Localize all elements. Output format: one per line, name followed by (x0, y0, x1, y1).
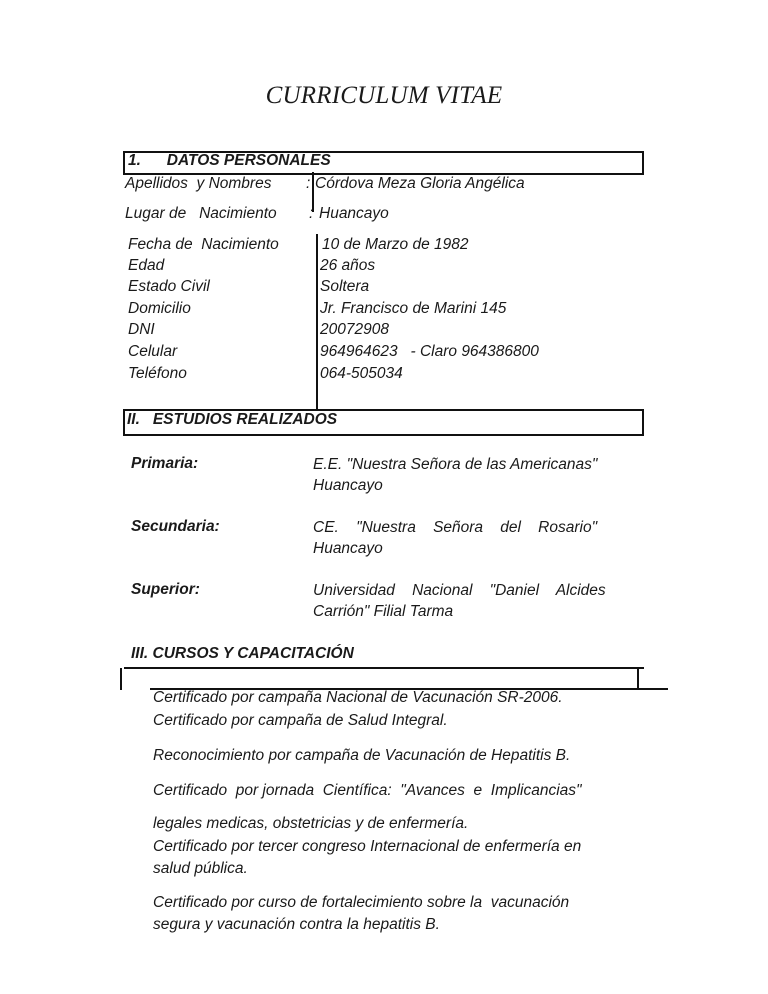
course-item: Certificado por tercer congreso Internacional de enfermería en (153, 838, 582, 855)
field-value-dni: 20072908 (320, 321, 389, 338)
field-label-cellphone: Celular (128, 343, 178, 360)
study-line: CE. "Nuestra Señora del Rosario" (313, 519, 598, 536)
section-personal-heading: 1. DATOS PERSONALES (128, 152, 331, 169)
field-sep-birthplace: : (309, 205, 314, 222)
study-line: Huancayo (313, 477, 383, 494)
study-value-higher (313, 580, 623, 622)
section-courses-heading: III. CURSOS Y CAPACITACIÓN (131, 645, 354, 662)
field-label-civil-status: Estado Civil (128, 278, 210, 295)
course-item: salud pública. (153, 860, 248, 877)
field-label-birthplace: Lugar de Nacimiento (125, 205, 277, 222)
field-value-age: 26 años (320, 257, 376, 274)
course-item: Certificado por campaña Nacional de Vacunación SR-2006. (153, 689, 563, 706)
field-value-phone: 064-505034 (320, 365, 403, 382)
divider-line (316, 234, 318, 410)
course-item: Certificado por curso de fortalecimiento sobre la vacunación (153, 894, 570, 911)
study-label-secondary: Secundaria: (131, 518, 220, 535)
field-label-dni: DNI (128, 321, 155, 338)
course-item: legales medicas, obstetricias y de enfermería. (153, 815, 469, 832)
field-value-address: Jr. Francisco de Marini 145 (320, 300, 507, 317)
field-label-name: Apellidos y Nombres (125, 175, 272, 192)
field-label-birthdate: Fecha de Nacimiento (128, 236, 279, 253)
field-value-birthplace: Huancayo (319, 205, 389, 222)
section-studies-heading: II. ESTUDIOS REALIZADOS (127, 411, 338, 428)
study-label-higher: Superior: (131, 581, 200, 598)
courses-top-rule (124, 667, 644, 669)
course-item: segura y vacunación contra la hepatitis B. (153, 916, 440, 933)
field-sep-name: : (306, 175, 311, 192)
study-line: Universidad Nacional "Daniel Alcides (313, 582, 606, 599)
course-item: Certificado por jornada Científica: "Avances e Implicancias" (153, 782, 582, 799)
field-value-birthdate: 10 de Marzo de 1982 (322, 236, 469, 253)
course-item: Certificado por campaña de Salud Integral. (153, 712, 448, 729)
study-line: E.E. "Nuestra Señora de las Americanas" (313, 456, 598, 473)
study-line: Carrión" Filial Tarma (313, 603, 454, 620)
study-value-primary (313, 454, 623, 496)
field-value-civil-status: Soltera (320, 278, 370, 295)
courses-left-rule (120, 668, 122, 690)
document-title: CURRICULUM VITAE (265, 82, 503, 109)
field-label-phone: Teléfono (128, 365, 187, 382)
field-value-cellphone: 964964623 - Claro 964386800 (320, 343, 539, 360)
study-line: Huancayo (313, 540, 383, 557)
courses-right-rule (637, 668, 639, 690)
field-label-address: Domicilio (128, 300, 191, 317)
study-value-secondary (313, 517, 623, 559)
field-value-name: Córdova Meza Gloria Angélica (315, 175, 525, 192)
field-label-age: Edad (128, 257, 165, 274)
study-label-primary: Primaria: (131, 455, 199, 472)
course-item: Reconocimiento por campaña de Vacunación de Hepatitis B. (153, 747, 571, 764)
